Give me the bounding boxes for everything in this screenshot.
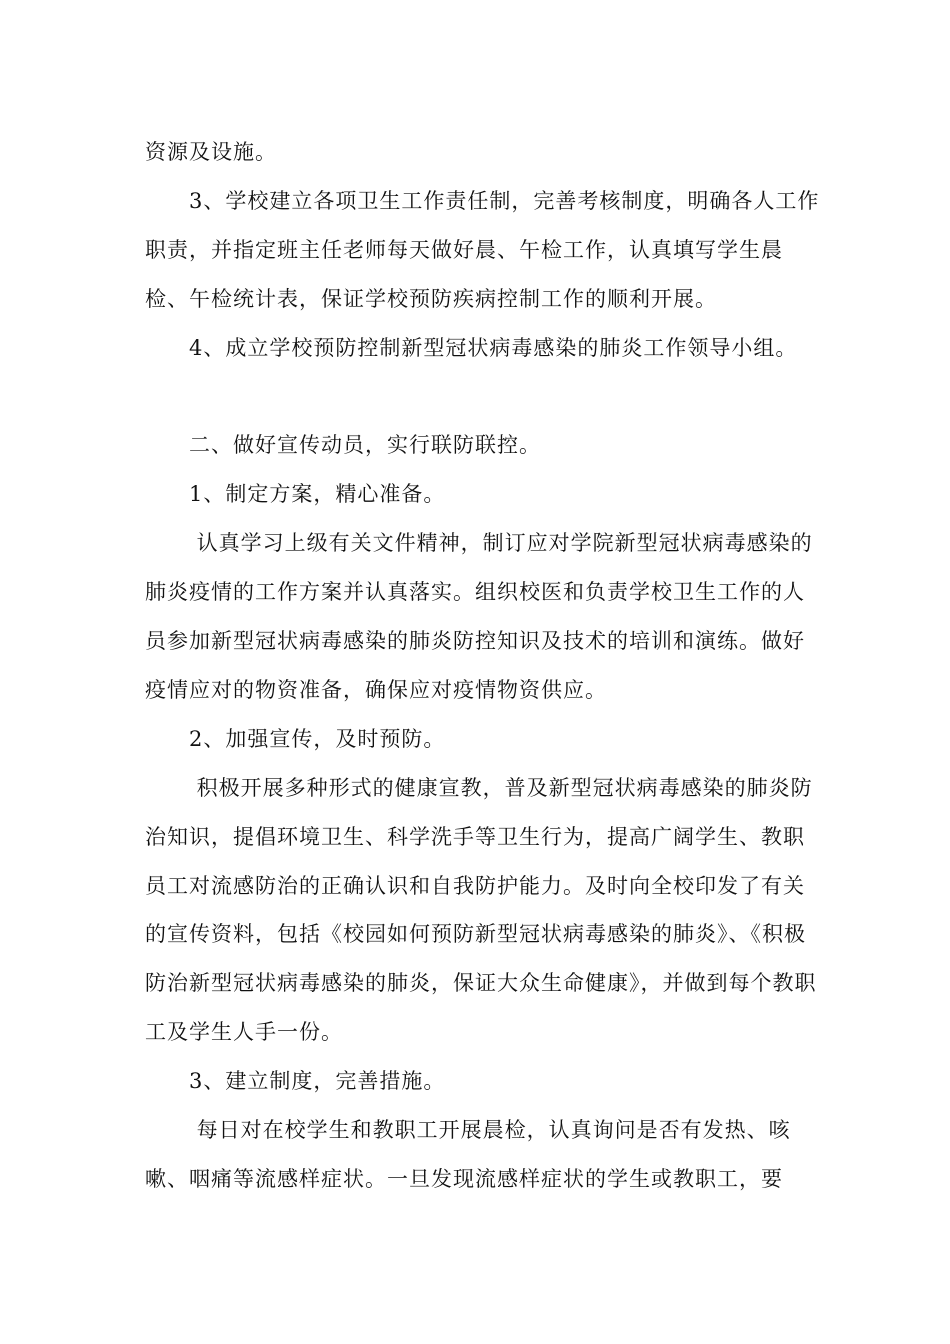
paragraph-4: 认真学习上级有关文件精神，制订应对学院新型冠状病毒感染的肺炎疫情的工作方案并认真落实。组织校医和负责学校卫生工作的人员参加新型冠状病毒感染的肺炎防控知识及技术的培训和演练。做好疫情应对的物资准备，确保应对疫情物资供应。 [145,531,813,702]
subheading-1: 1、制定方案，精心准备。 [145,482,446,507]
subheading-3: 3、建立制度，完善措施。 [145,1069,446,1094]
paragraph-2: 3、学校建立各项卫生工作责任制，完善考核制度，明确各人工作职责，并指定班主任老师每天做好晨、午检工作，认真填写学生晨检、午检统计表，保证学校预防疾病控制工作的顺利开展。 [145,188,820,311]
blank-line [145,373,825,422]
document-body [145,128,825,1204]
paragraph-6: 每日对在校学生和教职工开展晨检，认真询问是否有发热、咳嗽、咽痛等流感样症状。一旦发现流感样症状的学生或教职工，要 [145,1118,791,1192]
subheading-2: 2、加强宣传，及时预防。 [145,726,446,751]
section-heading-2: 二、做好宣传动员，实行联防联控。 [145,433,541,458]
paragraph-1: 资源及设施。 [145,140,277,164]
paragraph-5: 积极开展多种形式的健康宣教，普及新型冠状病毒感染的肺炎防治知识，提倡环境卫生、科学洗手等卫生行为，提高广阔学生、教职员工对流感防治的正确认识和自我防护能力。及时向全校印发了有关的宣传资料，包括《校园如何预防新型冠状病毒感染的肺炎》、《积极防治新型冠状病毒感染的肺炎，保证大众生命健康》，并做到每个教职工及学生人手一份。 [145,775,817,1045]
paragraph-3: 4、成立学校预防控制新型冠状病毒感染的肺炎工作领导小组。 [145,335,798,360]
